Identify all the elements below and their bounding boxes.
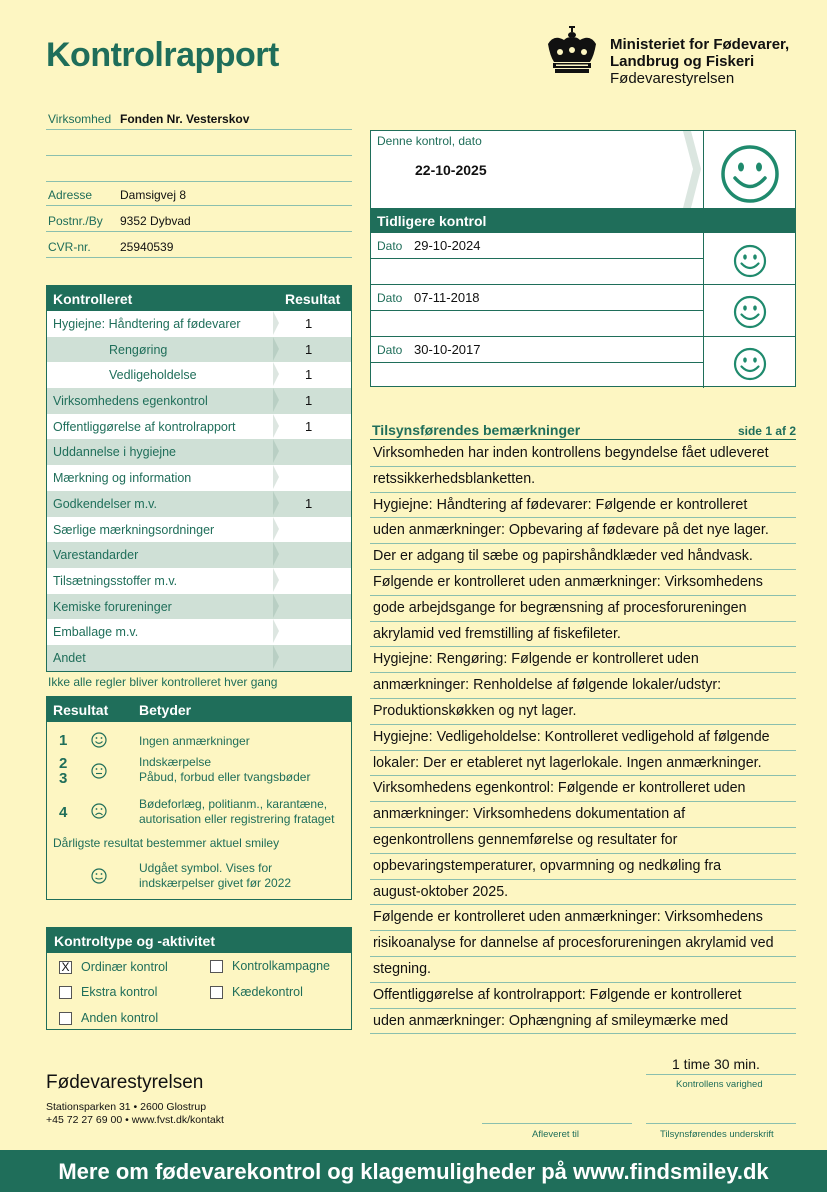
- remark-line: Virksomhedens egenkontrol: Følgende er kontrolleret uden: [370, 776, 796, 802]
- duration-label: Kontrollens varighed: [676, 1079, 763, 1090]
- row-label: Rengøring: [109, 342, 168, 357]
- remark-line: Hygiejne: Håndtering af fødevarer: Følgende er kontrolleret: [370, 493, 796, 519]
- blank-row: [46, 158, 352, 182]
- legend-header-result: Resultat: [53, 702, 109, 718]
- footer-banner: Mere om fødevarekontrol og klagemuligheder på www.findsmiley.dk: [0, 1150, 827, 1192]
- legend-text-4b: autorisation eller registrering frataget: [139, 812, 335, 826]
- remark-line: Hygiejne: Vedligeholdelse: Kontrolleret vedligehold af følgende: [370, 725, 796, 751]
- row-result: 1: [305, 418, 313, 434]
- chevron-right-icon: [273, 568, 279, 592]
- duration-value: 1 time 30 min.: [672, 1056, 760, 1072]
- row-label: Offentliggørelse af kontrolrapport: [53, 419, 236, 434]
- smiley-happy-icon: [733, 347, 767, 381]
- resultat-legend: [46, 696, 352, 900]
- remark-line: uden anmærkninger: Opbevaring af fødevare på det nye lager.: [370, 518, 796, 544]
- remark-line: anmærkninger: Virksomhedens dokumentation af: [370, 802, 796, 828]
- remark-line: Der er adgang til sæbe og papirshåndklæder ved håndvask.: [370, 544, 796, 570]
- chevron-right-icon: [273, 491, 279, 515]
- postnr-label: Postnr./By: [48, 214, 103, 228]
- kampagne-label: Kontrolkampagne: [232, 959, 330, 973]
- row-label: Andet: [53, 650, 86, 665]
- kaede-checkbox[interactable]: [210, 986, 223, 999]
- chevron-right-icon: [683, 131, 703, 208]
- adresse-label: Adresse: [48, 188, 93, 202]
- table-row: [47, 491, 351, 517]
- table-row: [47, 594, 351, 620]
- divider: [482, 1123, 632, 1124]
- smiley-happy-icon: [91, 732, 107, 748]
- page-title: Kontrolrapport: [46, 36, 279, 74]
- row-result: 1: [305, 393, 313, 409]
- table-row: [47, 337, 351, 363]
- crown-icon: [544, 26, 600, 76]
- resultat-header-label: Resultat: [285, 291, 341, 307]
- remark-line: Følgende er kontrolleret uden anmærkninger: Virksomhedens: [370, 570, 796, 596]
- legend-num-3: 3: [59, 770, 68, 787]
- legend-header-meaning: Betyder: [139, 702, 192, 718]
- remark-line: retssikkerhedsblanketten.: [370, 467, 796, 493]
- kontroltype-header: Kontroltype og -aktivitet: [47, 928, 351, 953]
- rules-note: Ikke alle regler bliver kontrolleret hver gang: [48, 675, 278, 689]
- legend-num-4: 4: [59, 804, 68, 821]
- anden-checkbox[interactable]: [59, 1012, 72, 1025]
- chevron-right-icon: [273, 439, 279, 463]
- kontrolleret-table: [46, 285, 352, 672]
- row-result: 1: [305, 367, 313, 383]
- remark-line: egenkontrollens gennemførelse og resultater for: [370, 828, 796, 854]
- divider: [371, 285, 795, 337]
- previous-date-value-1: 29-10-2024: [414, 238, 481, 253]
- divider: [703, 131, 704, 208]
- remark-line: gode arbejdsgange for begrænsning af procesforureningen: [370, 596, 796, 622]
- smiley-happy-icon: [733, 244, 767, 278]
- anden-label: Anden kontrol: [81, 1011, 159, 1025]
- virksomhed-row: [46, 106, 352, 130]
- cvr-label: CVR-nr.: [48, 240, 91, 254]
- virksomhed-label: Virksomhed: [48, 112, 112, 126]
- current-date-value: 22-10-2025: [415, 162, 487, 178]
- smiley-neutral-icon: [91, 763, 107, 779]
- row-label: Tilsætningsstoffer m.v.: [53, 573, 178, 588]
- agency-name: Fødevarestyrelsen: [46, 1072, 204, 1093]
- remark-line: uden anmærkninger: Ophængning af smileymærke med: [370, 1009, 796, 1035]
- row-result: 1: [305, 341, 313, 357]
- previous-date-label: Dato: [377, 343, 403, 357]
- row-label: Hygiejne: Håndtering af fødevarer: [53, 317, 241, 331]
- adresse-value: Damsigvej 8: [120, 188, 187, 202]
- smiley-happy-icon: [733, 295, 767, 329]
- row-label: Vedligeholdelse: [109, 368, 197, 383]
- row-label: Godkendelser m.v.: [53, 496, 157, 511]
- legend-text-5b: indskærpelser givet før 2022: [139, 876, 292, 890]
- table-row: [47, 311, 351, 337]
- legend-worst-note: Dårligste resultat bestemmer aktuel smiley: [53, 836, 280, 850]
- row-label: Uddannelse i hygiejne: [53, 445, 177, 460]
- chevron-right-icon: [273, 337, 279, 361]
- legend-num-2: 2: [59, 755, 68, 772]
- row-label: Emballage m.v.: [53, 625, 139, 640]
- ministry-line1: Ministeriet for Fødevarer,: [610, 36, 790, 53]
- ministry-name: [610, 36, 789, 87]
- previous-controls-header: Tidligere kontrol: [371, 208, 795, 233]
- previous-date-label: Dato: [377, 239, 403, 253]
- remark-line: Virksomheden har inden kontrollens begyndelse fået udleveret: [370, 441, 796, 467]
- chevron-right-icon: [273, 619, 279, 643]
- agency-address: [46, 1101, 224, 1127]
- legend-text-3: Påbud, forbud eller tvangsbøder: [139, 770, 311, 784]
- agency-address-line2: +45 72 27 69 00 • www.fvst.dk/kontakt: [46, 1114, 224, 1126]
- chevron-right-icon: [273, 542, 279, 566]
- divider: [646, 1074, 796, 1075]
- chevron-right-icon: [273, 311, 279, 335]
- table-row: [47, 619, 351, 645]
- remark-line: august-oktober 2025.: [370, 880, 796, 906]
- chevron-right-icon: [273, 594, 279, 618]
- kontroltype-box: [46, 927, 352, 1030]
- row-label: Mærkning og information: [53, 471, 192, 486]
- table-row: [47, 465, 351, 491]
- divider: [371, 337, 703, 363]
- kaede-label: Kædekontrol: [232, 985, 303, 999]
- table-row: [47, 414, 351, 440]
- postnr-value: 9352 Dybvad: [120, 214, 191, 228]
- chevron-right-icon: [273, 645, 279, 669]
- row-result: 1: [305, 316, 313, 331]
- chevron-right-icon: [273, 388, 279, 412]
- ekstra-label: Ekstra kontrol: [81, 985, 158, 999]
- remark-line: Følgende er kontrolleret uden anmærkninger: Virksomhedens: [370, 905, 796, 931]
- row-label: Særlige mærkningsordninger: [53, 522, 215, 537]
- signature-label: Tilsynsførendes underskrift: [660, 1129, 774, 1140]
- afleveret-label: Afleveret til: [532, 1129, 579, 1140]
- divider: [646, 1123, 796, 1124]
- remark-line: anmærkninger: Renholdelse af følgende lokaler/udstyr:: [370, 673, 796, 699]
- cvr-value: 25940539: [120, 240, 174, 254]
- control-dates-box: [370, 130, 796, 387]
- chevron-right-icon: [273, 414, 279, 438]
- remark-line: risikoanalyse for dannelse af procesforureningen akrylamid ved: [370, 931, 796, 957]
- ministry-line2: Landbrug og Fiskeri: [610, 53, 755, 70]
- previous-date-value-2: 07-11-2018: [414, 290, 480, 305]
- remarks-title: Tilsynsførendes bemærkninger: [372, 422, 581, 438]
- divider: [371, 233, 795, 285]
- virksomhed-value: Fonden Nr. Vesterskov: [120, 112, 250, 126]
- table-row: [47, 542, 351, 568]
- blank-row: [46, 132, 352, 156]
- ekstra-checkbox[interactable]: [59, 986, 72, 999]
- legend-text-4a: Bødeforlæg, politianm., karantæne,: [139, 797, 328, 811]
- table-row: [47, 568, 351, 594]
- remark-line: stegning.: [370, 957, 796, 983]
- legend-text-2: Indskærpelse: [139, 755, 212, 769]
- ministry-line3: Fødevarestyrelsen: [610, 70, 735, 87]
- remark-line: lokaler: Der er etableret nyt lagerlokale. Ingen anmærkninger.: [370, 751, 796, 777]
- legend-text-5a: Udgået symbol. Vises for: [139, 861, 273, 875]
- ordinaer-checkbox[interactable]: X: [59, 961, 72, 974]
- table-row: [47, 517, 351, 543]
- cvr-row: [46, 234, 352, 258]
- legend-header: [47, 697, 351, 722]
- legend-num-1: 1: [59, 732, 68, 749]
- row-label: Kemiske forureninger: [53, 599, 172, 614]
- chevron-right-icon: [273, 465, 279, 489]
- kontrolleret-header-label: Kontrolleret: [53, 291, 133, 307]
- smiley-sad-icon: [91, 803, 107, 819]
- table-row: [47, 645, 351, 671]
- row-label: Varestandarder: [53, 548, 139, 563]
- table-row: [47, 362, 351, 388]
- row-result: 1: [305, 495, 313, 511]
- legend-text-1: Ingen anmærkninger: [139, 734, 250, 748]
- remark-line: Hygiejne: Rengøring: Følgende er kontrolleret uden: [370, 647, 796, 673]
- remark-line: opbevaringstemperaturer, opvarmning og nedkøling fra: [370, 854, 796, 880]
- adresse-row: [46, 182, 352, 206]
- table-row: [47, 388, 351, 414]
- previous-date-value-3: 30-10-2017: [414, 342, 481, 357]
- smiley-happy-icon: [721, 145, 779, 203]
- kampagne-checkbox[interactable]: [210, 960, 223, 973]
- smiley-retired-icon: [91, 868, 107, 884]
- remark-line: Produktionskøkken og nyt lager.: [370, 699, 796, 725]
- ordinaer-label: Ordinær kontrol: [81, 960, 168, 974]
- chevron-right-icon: [273, 362, 279, 386]
- remark-line: akrylamid ved fremstilling af fiskefileter.: [370, 622, 796, 648]
- remark-line: Offentliggørelse af kontrolrapport: Følgende er kontrolleret: [370, 983, 796, 1009]
- table-row: [47, 439, 351, 465]
- chevron-right-icon: [273, 517, 279, 541]
- previous-date-label: Dato: [377, 291, 403, 305]
- agency-address-line1: Stationsparken 31 • 2600 Glostrup: [46, 1101, 207, 1113]
- row-label: Virksomhedens egenkontrol: [53, 394, 208, 409]
- current-date-label: Denne kontrol, dato: [377, 134, 482, 148]
- remarks-header: [370, 422, 796, 440]
- remarks-page: side 1 af 2: [737, 424, 796, 438]
- postnr-row: [46, 208, 352, 232]
- kontrolleret-header: [47, 286, 351, 311]
